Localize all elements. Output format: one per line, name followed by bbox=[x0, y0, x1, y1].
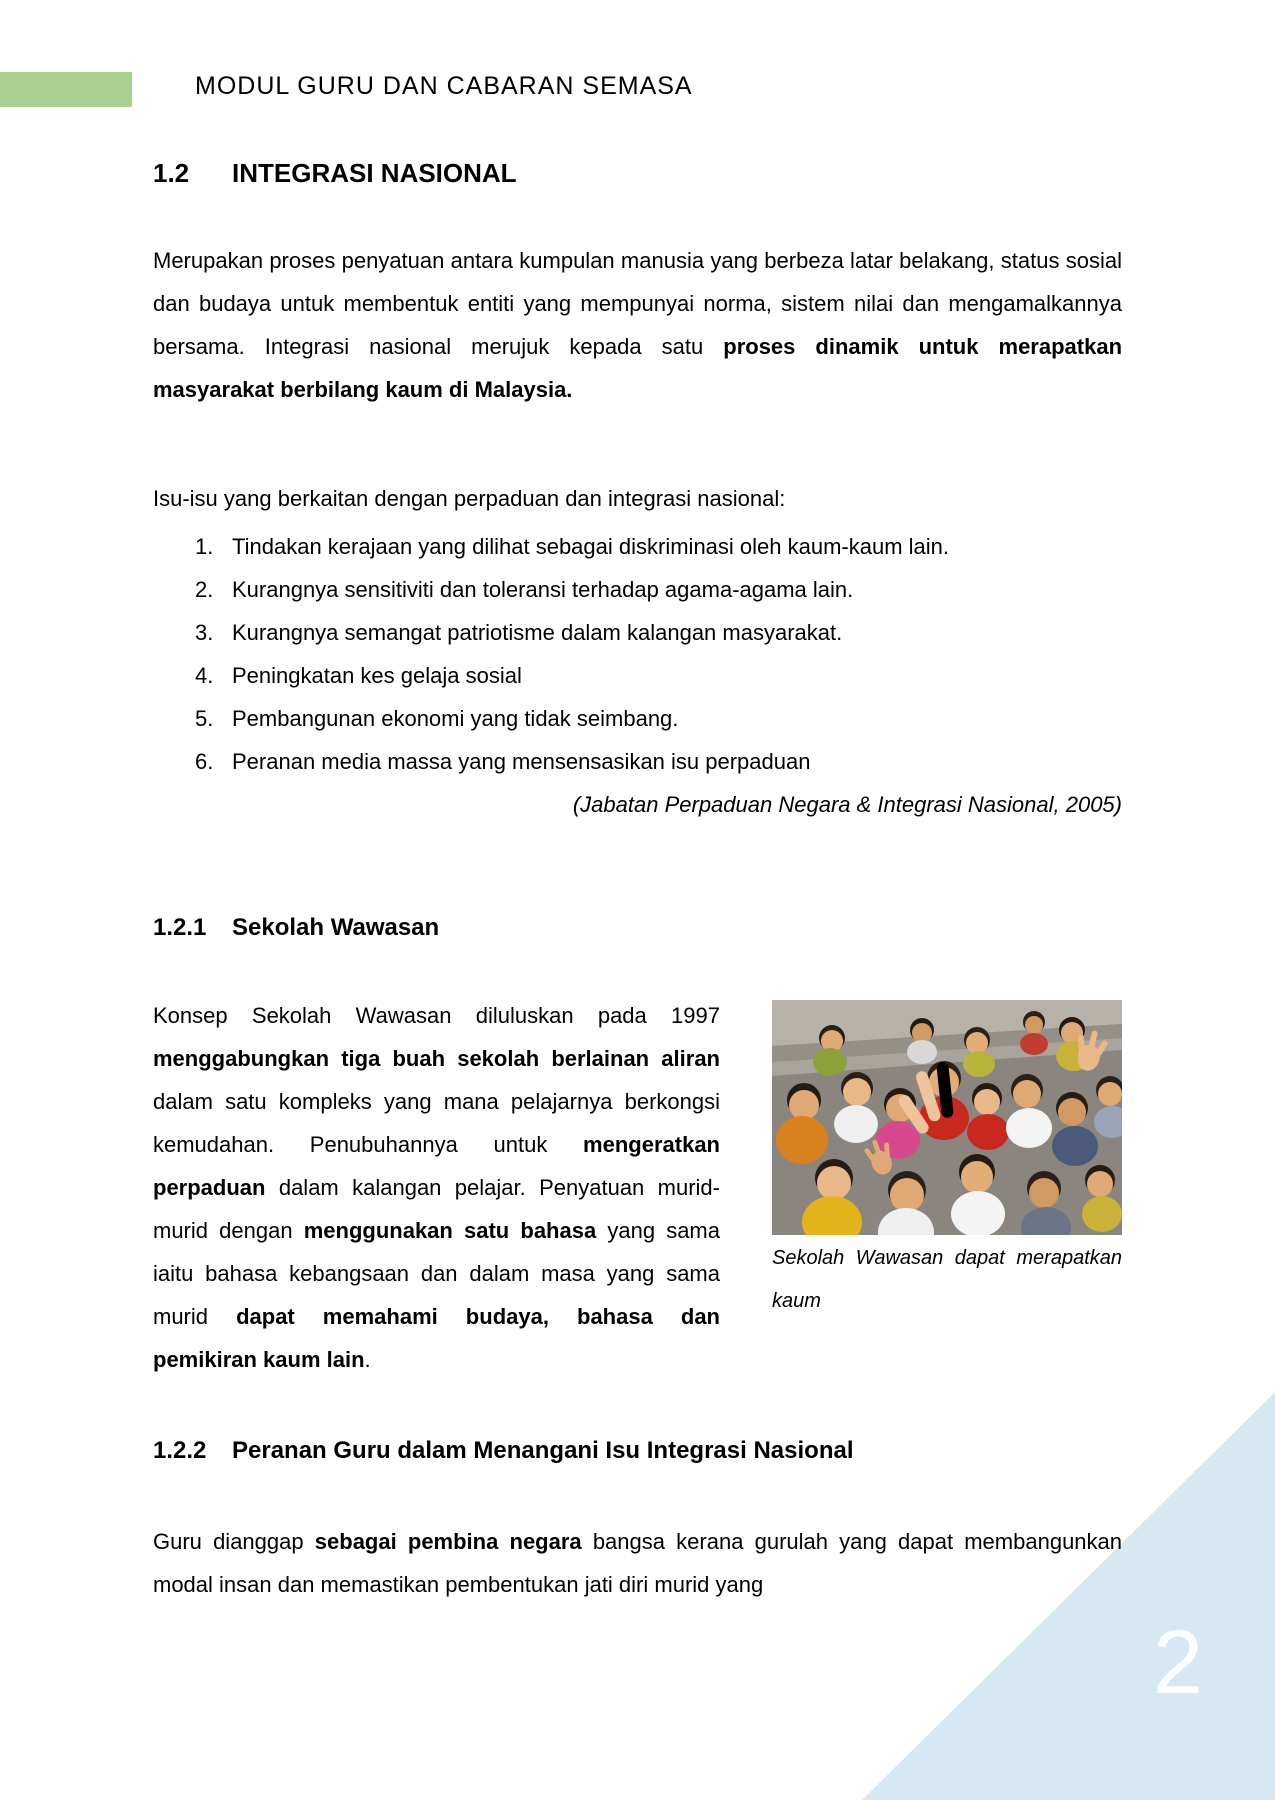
list-item bbox=[153, 697, 1122, 740]
photo-caption: Sekolah Wawasan dapat merapatkan kaum bbox=[772, 1247, 1122, 1312]
page-content bbox=[153, 140, 1122, 1606]
guru-text: bangsa kerana gurulah yang dapat membangunkan modal insan dan memastikan pembentukan jati diri murid yang bbox=[153, 1529, 1123, 1597]
page-number: 2 bbox=[1152, 1613, 1203, 1713]
sekolah-text-bold: menggunakan satu bahasa bbox=[303, 1218, 597, 1243]
header-title: MODUL GURU DAN CABARAN SEMASA bbox=[195, 72, 693, 100]
list-item-number: 3. bbox=[195, 620, 214, 645]
source-citation: (Jabatan Perpaduan Negara & Integrasi Nasional, 2005) bbox=[572, 792, 1122, 817]
children-group-photo bbox=[772, 1000, 1122, 1235]
list-item bbox=[153, 654, 1122, 697]
guru-text-bold: sebagai pembina negara bbox=[314, 1529, 582, 1554]
list-item-text: Peranan media massa yang mensensasikan isu perpaduan bbox=[232, 749, 811, 774]
intro-text: Merupakan proses penyatuan antara kumpulan manusia yang berbeza latar belakang, status sosial dan budaya untuk membentuk entiti yang mempunyai norma, sistem nilai dan mengamalkannya bersama. Integrasi nasional merujuk kepada satu bbox=[153, 248, 1122, 359]
list-item-text: Peningkatan kes gelaja sosial bbox=[232, 663, 522, 688]
intro-paragraph bbox=[153, 239, 1122, 411]
sekolah-text: Konsep Sekolah Wawasan diluluskan pada 1997 bbox=[153, 1003, 720, 1028]
list-item-number: 4. bbox=[195, 663, 214, 688]
list-item-text: Tindakan kerajaan yang dilihat sebagai diskriminasi oleh kaum-kaum lain. bbox=[232, 534, 950, 559]
list-item-text: Pembangunan ekonomi yang tidak seimbang. bbox=[232, 706, 679, 731]
list-item-text: Kurangnya semangat patriotisme dalam kalangan masyarakat. bbox=[232, 620, 843, 645]
section-number: 1.2.1 bbox=[153, 914, 207, 941]
intro-text-bold: proses dinamik untuk merapatkan masyarakat berbilang kaum di Malaysia. bbox=[153, 334, 1123, 402]
list-item bbox=[153, 611, 1122, 654]
sekolah-text: dalam kalangan pelajar. Penyatuan murid-murid dengan bbox=[153, 1175, 720, 1243]
section-number: 1.2 bbox=[153, 158, 190, 188]
sekolah-wawasan-paragraph bbox=[153, 994, 1122, 1381]
section-heading-sekolah-wawasan bbox=[153, 914, 1122, 942]
list-item bbox=[153, 525, 1122, 568]
sekolah-text: . bbox=[364, 1347, 371, 1372]
sekolah-text-bold: menggabungkan tiga buah sekolah berlainan aliran bbox=[153, 1046, 720, 1071]
section-title: INTEGRASI NASIONAL bbox=[232, 158, 517, 188]
list-item-number: 1. bbox=[195, 534, 214, 559]
section-number: 1.2.2 bbox=[153, 1437, 207, 1464]
section-title: Peranan Guru dalam Menangani Isu Integrasi Nasional bbox=[232, 1437, 854, 1464]
sekolah-text-bold: dapat memahami budaya, bahasa dan pemikiran kaum lain bbox=[153, 1304, 720, 1372]
sekolah-text-bold: mengeratkan perpaduan bbox=[153, 1132, 720, 1200]
sekolah-text: yang sama iaitu bahasa kebangsaan dan dalam masa yang sama murid bbox=[153, 1218, 720, 1329]
section-heading-integrasi-nasional bbox=[153, 158, 1122, 189]
list-item-text: Kurangnya sensitiviti dan toleransi terhadap agama-agama lain. bbox=[232, 577, 854, 602]
section-heading-peranan-guru bbox=[153, 1437, 1122, 1465]
issues-list bbox=[153, 525, 1122, 783]
section-title: Sekolah Wawasan bbox=[232, 914, 440, 941]
guru-text: Guru dianggap bbox=[153, 1529, 315, 1554]
list-item bbox=[153, 568, 1122, 611]
list-item-number: 5. bbox=[195, 706, 214, 731]
list-item-number: 6. bbox=[195, 749, 214, 774]
list-item bbox=[153, 740, 1122, 783]
guru-paragraph bbox=[153, 1520, 1122, 1606]
figure-sekolah-wawasan bbox=[772, 1000, 1122, 1321]
list-item-number: 2. bbox=[195, 577, 214, 602]
issues-lead: Isu-isu yang berkaitan dengan perpaduan dan integrasi nasional: bbox=[153, 486, 786, 511]
sekolah-text: dalam satu kompleks yang mana pelajarnya berkongsi kemudahan. Penubuhannya untuk bbox=[153, 1089, 720, 1157]
header-green-bar bbox=[0, 72, 132, 107]
